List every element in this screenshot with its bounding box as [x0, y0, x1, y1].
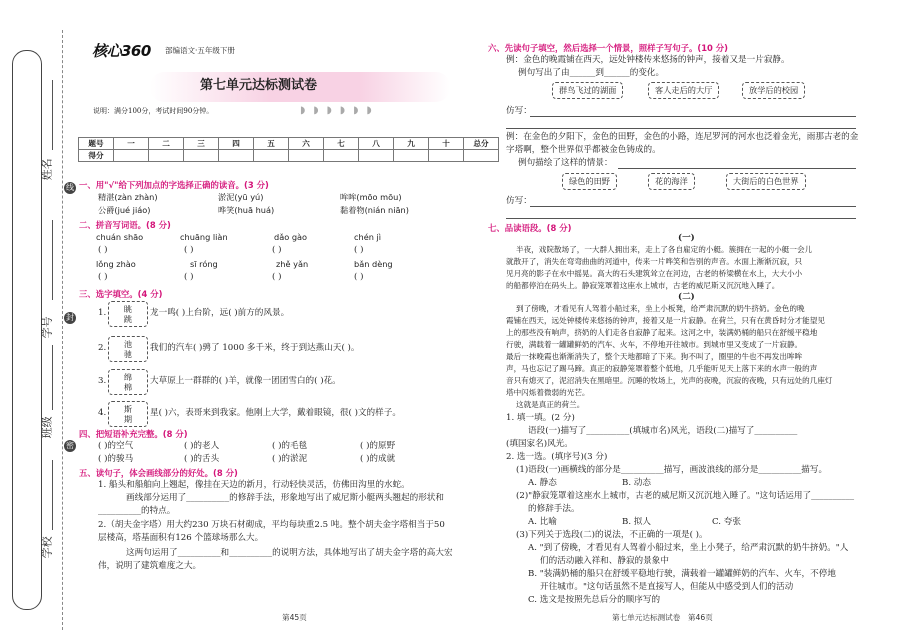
- scenario-option[interactable]: 绿色的田野: [562, 173, 617, 190]
- score-header-cell: 题号: [79, 138, 114, 150]
- s2-pinyin: chuāng liàn: [180, 232, 228, 242]
- passage-2-line: 上的那些没有响声，挤奶的人们走各自寂静了起来。这河之中，装满奶桶的船只在舒缓平稳地: [506, 328, 818, 337]
- score-header-cell: 二: [149, 138, 184, 150]
- q3-option-a[interactable]: A. "到了傍晚，才看见有人驾着小船过来，坐上小凳子，给严肃沉默的奶牛挤奶。"人: [528, 543, 849, 553]
- q2-1-option[interactable]: B. 动态: [622, 478, 651, 488]
- s3-sentence: 我们的汽车( )骋了 1000 多千米，终于到达燕山天( )。: [150, 343, 360, 353]
- binding-sidebar: [12, 50, 42, 610]
- school-line: [52, 460, 53, 530]
- seal-secret-mark: 密: [66, 441, 74, 450]
- s3-num: 4.: [98, 408, 107, 418]
- passage-2-line: 音只有熄灭了，泥沼消失在黑暗里。沉睡的牧场上，光声的夜晚，沉寂的夜晚，只有远处的几座灯: [506, 376, 833, 385]
- number-label: 学号: [40, 316, 54, 339]
- s3-choice-box[interactable]: [108, 401, 148, 427]
- s4-phrase[interactable]: ( )的成就: [360, 454, 396, 464]
- passage-2-line: 声，马也忘记了踢马蹄。真正的寂静笼罩着整个低地，几乎能听见天上落下来的水声一般的声: [506, 364, 818, 373]
- book-subtitle: 部编语文·五年级下册: [165, 46, 235, 55]
- scenario-option[interactable]: 大街后的白色世界: [726, 173, 806, 190]
- s6-question-2: 例句描绘了这样的情景：: [518, 158, 613, 168]
- section-7-title: 七、品读语段。(8 分): [488, 223, 572, 233]
- s3-char: 池: [123, 339, 133, 349]
- s4-phrase[interactable]: ( )的原野: [360, 441, 396, 451]
- s4-phrase[interactable]: ( )的毛毯: [272, 441, 308, 451]
- score-input-cell[interactable]: [184, 150, 219, 162]
- score-input-cell[interactable]: [219, 150, 254, 162]
- s2-blank[interactable]: ( ): [184, 245, 194, 255]
- passage-2-line: 霞铺在西天，远处钟楼传来悠扬的钟声，接着又是一片寂静。在荷兰，只有在黄昏时分才能望见: [506, 316, 825, 325]
- passage-2-line: 塔中闪烁着微弱的光芒。: [506, 388, 590, 397]
- s6-example-1: 例：金色的晚霞铺在西天，远处钟楼传来悠扬的钟声，接着又是一片寂静。: [506, 55, 790, 65]
- s2-blank[interactable]: ( ): [272, 272, 282, 282]
- s3-char: 驰: [123, 349, 133, 359]
- s2-pinyin: zhě yǎn: [276, 259, 309, 269]
- passage-2-line: 到了傍晚，才看见有人驾着小船过来，坐上小板凳，给严肃沉默的奶牛挤奶。金色的晚: [516, 304, 805, 313]
- s2-blank[interactable]: ( ): [184, 272, 194, 282]
- s3-char: 棉: [123, 382, 133, 392]
- answer-line[interactable]: [530, 116, 856, 117]
- s1-item: 精湛(zàn zhàn): [98, 192, 158, 202]
- s1-item: 淤泥(yū yú): [218, 192, 264, 202]
- score-header-cell: 六: [289, 138, 324, 150]
- name-line: [52, 80, 53, 150]
- s3-choice-box[interactable]: [108, 369, 148, 395]
- passage-2-heading: (二): [678, 292, 695, 302]
- passage-1-line: 见月亮的影子在水中摇晃。高大的石头建筑耸立在河边，古老的桥梁横在水上，大大小小: [506, 269, 803, 278]
- s3-choice-box[interactable]: [108, 301, 148, 327]
- q2-1-text: (1)语段(一)画横线的部分是__________描写，画波浪线的部分是__________描写。: [516, 465, 828, 475]
- s2-pinyin: sī róng: [190, 259, 218, 269]
- q3-option-c[interactable]: C. 选文是按照先总后分的顺序写的: [528, 595, 661, 605]
- moon-decoration: ◗◗◗◗◗◗: [300, 105, 380, 116]
- s2-blank[interactable]: ( ): [354, 245, 364, 255]
- s4-phrase[interactable]: ( )的空气: [98, 441, 134, 451]
- s3-sentence: 星( )六，表哥来到我家。他刚上大学，戴着眼镜，很( )文的样子。: [150, 408, 401, 418]
- section-3-title: 三、选字填空。(4 分): [79, 289, 163, 299]
- score-input-cell[interactable]: [289, 150, 324, 162]
- s5-question-2: 这两句运用了__________和__________的说明方法，具体地写出了胡夫金字塔的高大宏: [126, 548, 453, 558]
- s3-char: 跳: [123, 314, 133, 324]
- s4-phrase[interactable]: ( )的淤泥: [272, 454, 308, 464]
- q3-option-b[interactable]: B. "装满奶桶的船只在舒缓平稳地行驶，满载着一罐罐鲜奶的汽车、火车，不停地: [528, 569, 836, 579]
- answer-line[interactable]: [506, 128, 856, 129]
- q2-2-option[interactable]: B. 拟人: [622, 517, 651, 527]
- section-2-title: 二、拼音写词语。(8 分): [79, 220, 171, 230]
- q2-2-text: (2)"静寂笼罩着这座水上城市，古老的威尼斯又沉沉地入睡了。"这句话运用了__________: [516, 491, 855, 501]
- s1-item: 哞哞(mōo mōu): [340, 192, 402, 202]
- s2-pinyin: chén jì: [354, 232, 382, 242]
- s2-blank[interactable]: ( ): [354, 272, 364, 282]
- q3-option-b-cont: 开往城市。"这句话虽然不是直接写人，但能从中感受到人们的活动: [540, 582, 794, 592]
- answer-line[interactable]: [530, 206, 856, 207]
- scenario-option[interactable]: 放学后的校园: [742, 82, 805, 99]
- section-6-title: 六、先读句子填空，然后选择一个情景，照样子写句子。(10 分): [488, 43, 728, 53]
- page-number-left: 第45页: [282, 613, 307, 622]
- scenario-option[interactable]: 花的海洋: [648, 173, 695, 190]
- score-header-cell: 十: [429, 138, 464, 150]
- answer-line[interactable]: [506, 218, 856, 219]
- score-header-cell: 一: [114, 138, 149, 150]
- passage-1-heading: (一): [678, 233, 695, 243]
- s2-blank[interactable]: ( ): [98, 272, 108, 282]
- s4-phrase[interactable]: ( )的老人: [184, 441, 220, 451]
- s3-choice-box[interactable]: [108, 336, 148, 362]
- s3-char: 期: [123, 414, 133, 424]
- score-header-cell: 七: [324, 138, 359, 150]
- s2-pinyin: lǒng zhào: [96, 259, 136, 269]
- q2-2-option[interactable]: C. 夸张: [712, 517, 741, 527]
- q3-option-a-cont: 们的活动融入祥和、静寂的景象中: [540, 556, 669, 566]
- class-label: 班级: [40, 416, 54, 439]
- q1-text-cont: (填国家名)风光。: [506, 439, 573, 449]
- brand-logo: 核心360: [92, 42, 151, 60]
- s3-sentence: 大草原上一群群的( )羊，就像一团团雪白的( )花。: [150, 376, 341, 386]
- s2-pinyin: bǎn dèng: [354, 259, 393, 269]
- s3-char: 斯: [123, 404, 133, 414]
- exam-title: 第七单元达标测试卷: [200, 78, 318, 93]
- scenario-option[interactable]: 群鸟飞过的湖面: [552, 82, 623, 99]
- score-input-cell[interactable]: [394, 150, 429, 162]
- seal-line-mark: 线: [66, 183, 74, 192]
- score-header-cell: 总分: [464, 138, 499, 150]
- q2-2-option[interactable]: A. 比喻: [528, 517, 557, 527]
- scenario-option[interactable]: 客人走后的大厅: [648, 82, 719, 99]
- s5-sentence-2: 2.（胡夫金字塔）用大约230 万块石材砌成，平均每块重2.5 吨。整个胡夫金字塔相当于50: [98, 520, 445, 530]
- score-input-cell[interactable]: [114, 150, 149, 162]
- score-table: [78, 137, 499, 162]
- page-number-right: 第七单元达标测试卷 第46页: [612, 613, 713, 622]
- score-header-cell: 三: [184, 138, 219, 150]
- passage-1-line: 半夜，戏院散场了，一大群人拥出来，走上了各自雇定的小艇。簇拥在一起的小艇一会儿: [516, 245, 813, 254]
- score-header-cell: 五: [254, 138, 289, 150]
- name-label: 姓名: [40, 158, 54, 181]
- section-5-title: 五、读句子，体会画线部分的好处。(8 分): [79, 468, 238, 478]
- s3-num: 1.: [98, 308, 107, 318]
- seal-seal-mark: 封: [66, 313, 74, 322]
- s2-pinyin: chuán shāo: [96, 232, 144, 242]
- number-line: [52, 220, 53, 300]
- passage-2-line: 最后一抹晚霞也渐渐消失了，整个天地都暗了下来。狗不叫了，圈里的牛也不再发出哞哞: [506, 352, 803, 361]
- imitate-label: 仿写：: [506, 106, 532, 116]
- score-header-cell: 八: [359, 138, 394, 150]
- score-input-cell[interactable]: [359, 150, 394, 162]
- score-input-cell[interactable]: [149, 150, 184, 162]
- s6-question-1: 例句写出了由______到______的变化。: [518, 68, 665, 78]
- class-line: [52, 345, 53, 410]
- s5-question-1: 画线部分运用了__________的修辞手法，形象地写出了威尼斯小艇两头翘起的形状和: [126, 493, 444, 503]
- q1-title: 1. 填一填。(2 分): [506, 413, 575, 423]
- s5-question-2-cont: 伟，说明了建筑难度之大。: [98, 561, 202, 571]
- s2-pinyin: dǎo gào: [274, 232, 308, 242]
- s6-example-2: 例：在金色的夕阳下，金色的田野，金色的小路，连尼罗河的河水也泛着金光，雨那古老的金: [506, 132, 859, 142]
- exam-note: 说明：满分100分，考试时间90分钟。: [93, 107, 214, 115]
- s3-num: 3.: [98, 376, 107, 386]
- section-1-title: 一、用"√"给下列加点的字选择正确的读音。(3 分): [79, 180, 269, 190]
- s4-phrase[interactable]: ( )的骏马: [98, 454, 134, 464]
- q1-text: 语段(一)描写了__________(填城市名)风光，语段(二)描写了__________: [528, 426, 798, 436]
- passage-1-line: 的船都停泊在码头上。静寂笼罩着这座水上城市，古老的威尼斯又沉沉地入睡了。: [506, 281, 780, 290]
- s1-item: 公爵(jué jiáo): [98, 205, 151, 215]
- binding-dashed-line: [62, 30, 63, 630]
- s3-char: 绵: [123, 372, 133, 382]
- section-4-title: 四、把短语补充完整。(8 分): [79, 429, 188, 439]
- answer-line[interactable]: [618, 168, 856, 169]
- s1-item: 黏着物(nián niān): [340, 205, 409, 215]
- s4-phrase[interactable]: ( )的舌头: [184, 454, 220, 464]
- school-label: 学校: [40, 536, 54, 559]
- score-header-cell: 九: [394, 138, 429, 150]
- score-input-cell[interactable]: [429, 150, 464, 162]
- score-input-cell[interactable]: [464, 150, 499, 162]
- score-header-cell: 四: [219, 138, 254, 150]
- score-input-cell[interactable]: [324, 150, 359, 162]
- s5-question-1-cont: __________的特点。: [98, 506, 176, 516]
- score-label-cell: 得分: [79, 150, 114, 162]
- q2-title: 2. 选一选。(填序号)(3 分): [506, 452, 608, 462]
- q2-2-text-cont: 的修辞手法。: [528, 504, 580, 514]
- s3-sentence: 龙一鸣( )上台阶，远( )前方的风景。: [150, 308, 290, 318]
- s5-sentence-2-cont: 层楼高，塔基面积有126 个篮球场那么大。: [98, 533, 264, 543]
- q3-text: (3)下列关于选段(二)的说法，不正确的一项是( )。: [516, 530, 708, 540]
- s3-num: 2.: [98, 343, 107, 353]
- passage-2-closing: 这就是真正的荷兰。: [516, 400, 585, 409]
- s5-sentence-1: 1. 船头和船舶向上翘起，像挂在天边的新月，行动轻快灵活，仿佛田沟里的水蛇。: [98, 480, 410, 490]
- q2-1-option[interactable]: A. 静态: [528, 478, 557, 488]
- score-input-cell[interactable]: [254, 150, 289, 162]
- s3-char: 眺: [123, 304, 133, 314]
- passage-2-line: 行驶，满载着一罐罐鲜奶的汽车、火车，不停地开往城市。到城市里又变成了一片寂静。: [506, 340, 803, 349]
- imitate-label: 仿写：: [506, 196, 532, 206]
- passage-1-line: 就散开了，消失在弯弯曲曲的河道中，传来一片哗笑和告别的声音。水面上渐渐沉寂，只: [506, 257, 803, 266]
- s6-example-2-cont: 字塔啊，整个世界似乎都被金色铸成的。: [506, 145, 661, 155]
- s2-blank[interactable]: ( ): [272, 245, 282, 255]
- s2-blank[interactable]: ( ): [98, 245, 108, 255]
- s1-item: 哗笑(huā huá): [218, 205, 275, 215]
